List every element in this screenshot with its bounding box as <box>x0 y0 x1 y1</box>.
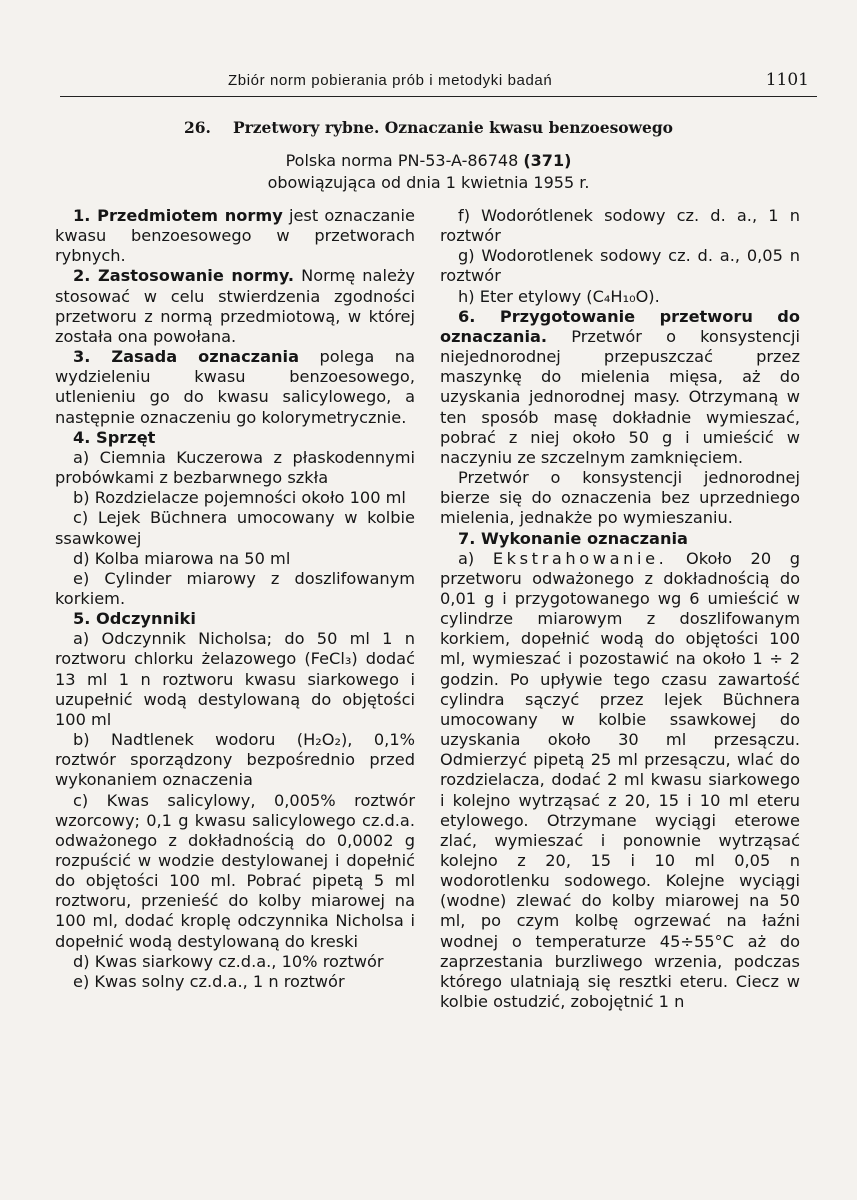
paragraph-subject <box>55 206 415 266</box>
reagent-item-h: h) Eter etylowy (C₄H₁₀O). <box>458 286 660 306</box>
heading-principle: 3. Zasada oznaczania <box>73 347 300 367</box>
reagent-item-e: e) Kwas solny cz.d.a., 1 n roztwór <box>73 971 345 991</box>
procedure-item-label: a) <box>458 548 475 568</box>
equipment-item-c: c) Lejek Büchnera umocowany w kolbie ssawkowej <box>55 508 415 548</box>
extraction-heading: Ekstrahowanie. <box>492 548 668 568</box>
heading-preparation: 6. Przygotowanie przetworu do oznaczania. <box>440 306 800 346</box>
norm-number: Polska norma PN-53-A-86748 <box>285 151 519 170</box>
section-title-text: Przetwory rybne. Oznaczanie kwasu benzoesowego <box>232 118 674 137</box>
norm-validity: obowiązująca od dnia 1 kwietnia 1955 r. <box>267 173 590 192</box>
extraction-text: Około 20 g przetworu odważonego z dokładnością do 0,01 g i przygotowanego wg 6 umieścić w cylindrze miarowym z doszlifowanym korkiem, dopełnić wodą do objętości 100 ml, wymieszać i pozostawić na około 1 ÷ 2 godzin. Po upływie tego czasu zawartość cylindra sączyć przez lejek Büchnera umocowany w kolbie ssawkowej do uzyskania około 30 ml przesączu. Odmierzyć pipetą 25 ml przesączu, wlać do rozdzielacza, dodać 2 ml kwasu siarkowego i kolejno wytrząsać z 20, 15 i 10 ml eteru etylowego. Otrzymane wyciągi eterowe zlać, wymieszać i ponownie wytrząsać kolejno z 20, 15 i 10 ml 0,05 n wodorotlenku sodowego. Kolejne wyciągi (wodne) zlewać do kolby miarowej na 50 ml, po czym kolbę ogrzewać na łaźni wodnej o temperaturze 45÷55°C aż do zaprzestania burzliwego wrzenia, podczas którego ulatniają się resztki eteru. Ciecz w kolbie ostudzić, zobojętnić 1 n <box>440 548 800 1012</box>
reagent-item-a: a) Odczynnik Nicholsa; do 50 ml 1 n roztworu chlorku żelazowego (FeCl₃) dodać 13 ml 1 n roztworu kwasu siarkowego i uzupełnić wodą destylowaną do objętości 100 ml <box>55 629 415 729</box>
heading-subject: 1. Przedmiotem normy <box>73 206 283 225</box>
paragraph-principle <box>55 347 415 428</box>
norm-info <box>0 150 857 194</box>
right-column <box>440 206 800 1012</box>
norm-code: (371) <box>523 151 572 170</box>
heading-equipment: 4. Sprzęt <box>73 427 156 447</box>
norm-line-1 <box>0 150 857 172</box>
subject-text: jest oznaczanie kwasu benzoesowego w przetworach rybnych. <box>55 206 415 266</box>
reagent-item-b: b) Nadtlenek wodoru (H₂O₂), 0,1% roztwór sporządzony bezpośrednio przed wykonaniem oznaczenia <box>55 730 415 790</box>
reagent-item-f: f) Wodorótlenek sodowy cz. d. a., 1 n roztwór <box>440 206 800 246</box>
page-header <box>60 68 817 97</box>
preparation-text: Przetwór o konsystencji niejednorodnej przepuszczać przez maszynkę do mielenia mięsa, aż do uzyskania jednorodnej masy. Otrzymaną w ten sposób masę dokładnie wymieszać, pobrać z niej około 50 g i umieścić w naczyniu ze szczelnym zamknięciem. <box>440 326 800 467</box>
equipment-item-a: a) Ciemnia Kuczerowa z płaskodennymi probówkami z bezbarwnego szkła <box>55 447 415 488</box>
page-number: 1101 <box>765 70 809 90</box>
application-text: Normę należy stosować w celu stwierdzenia zgodności przetworu z normą przedmiotową, w której została ona powołana. <box>55 266 416 346</box>
equipment-item-e: e) Cylinder miarowy z doszlifowanym korkiem. <box>55 568 415 608</box>
section-number: 26. <box>183 118 211 137</box>
heading-procedure: 7. Wykonanie oznaczania <box>458 528 688 548</box>
reagent-item-d: d) Kwas siarkowy cz.d.a., 10% roztwór <box>73 951 384 971</box>
reagent-item-c: c) Kwas salicylowy, 0,005% roztwór wzorcowy; 0,1 g kwasu salicylowego cz.d.a. odważonego z dokładnością do 0,0002 g rozpuścić w wodzie destylowanej i dopełnić do objętości 100 ml. Pobrać pipetą 5 ml roztworu, przenieść do kolby miarowej na 100 ml, dodać kroplę odczynnika Nicholsa i dopełnić wodą destylowaną do kreski <box>55 790 415 951</box>
heading-application: 2. Zastosowanie normy. <box>73 266 295 286</box>
heading-reagents: 5. Odczynniki <box>73 609 196 629</box>
procedure-item-a <box>440 549 800 1013</box>
section-title <box>0 118 857 137</box>
equipment-item-b: b) Rozdzielacze pojemności około 100 ml <box>73 488 406 508</box>
reagent-item-g: g) Wodorotlenek sodowy cz. d. a., 0,05 n roztwór <box>440 246 800 286</box>
principle-text: polega na wydzieleniu kwasu benzoesowego, utlenieniu go do kwasu salicylowego, a następnie oznaczeniu go kolorymetrycznie. <box>55 347 415 427</box>
paragraph-preparation <box>440 307 800 468</box>
paragraph-application <box>55 266 415 347</box>
equipment-item-d: d) Kolba miarowa na 50 ml <box>73 548 291 568</box>
left-column <box>55 206 415 992</box>
running-head: Zbiór norm pobierania prób i metodyki badań <box>228 72 553 89</box>
preparation-paragraph-2: Przetwór o konsystencji jednorodnej bierze się do oznaczenia bez uprzedniego mielenia, jednakże po wymieszaniu. <box>440 468 800 528</box>
